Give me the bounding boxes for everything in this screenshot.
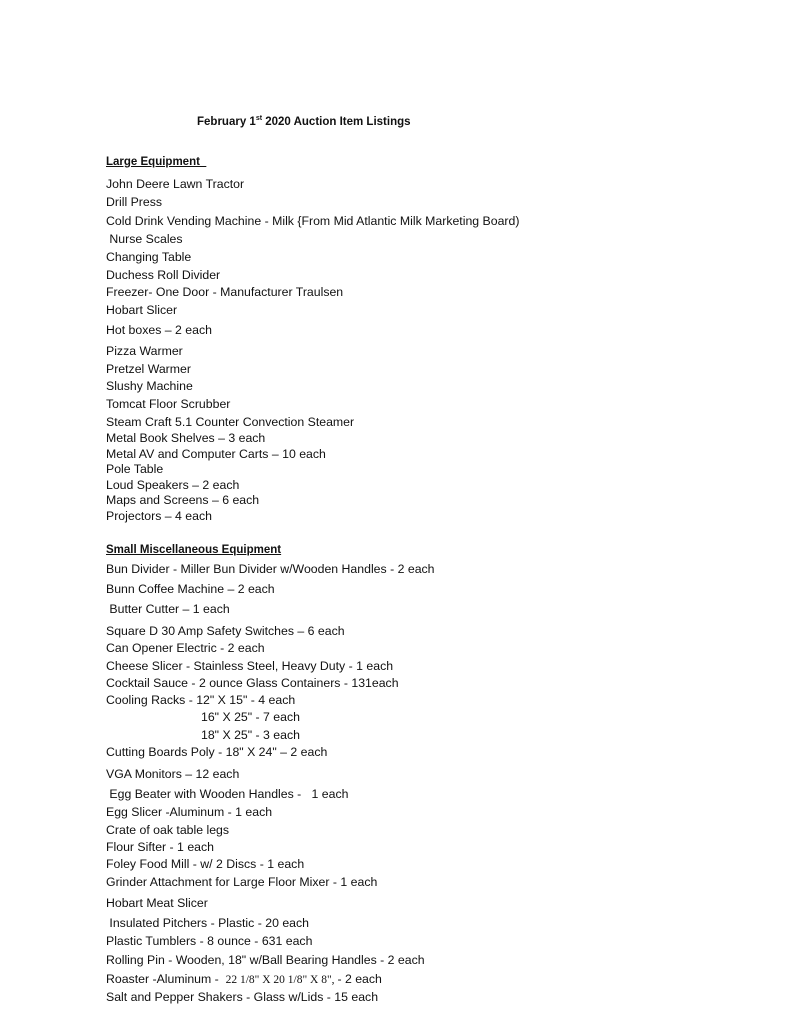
list-item: Pole Table <box>106 462 164 476</box>
list-item: Hobart Slicer <box>106 303 178 317</box>
page-title <box>197 115 411 128</box>
list-item: Pizza Warmer <box>106 344 183 358</box>
roaster-quantity: - 2 each <box>337 972 382 986</box>
list-item: Bunn Coffee Machine – 2 each <box>106 582 275 596</box>
list-item: John Deere Lawn Tractor <box>106 177 245 191</box>
list-item: Hot boxes – 2 each <box>106 323 212 337</box>
list-item: Drill Press <box>106 195 163 209</box>
list-item: Hobart Meat Slicer <box>106 896 208 910</box>
list-item-subline: 16" X 25" - 7 each <box>201 710 300 724</box>
list-item: Steam Craft 5.1 Counter Convection Steamer <box>106 415 355 429</box>
roaster-label: Roaster -Aluminum - <box>106 972 226 986</box>
list-item: Changing Table <box>106 250 192 264</box>
list-item: Egg Slicer -Aluminum - 1 each <box>106 805 273 819</box>
list-item: Nurse Scales <box>106 232 183 246</box>
list-item-roaster <box>106 972 382 987</box>
list-item: Grinder Attachment for Large Floor Mixer - 1 each <box>106 875 378 889</box>
list-item: Cocktail Sauce - 2 ounce Glass Containers - 131each <box>106 676 399 690</box>
list-item: Plastic Tumblers - 8 ounce - 631 each <box>106 934 313 948</box>
title-text: February 1 <box>197 116 256 128</box>
title-superscript: st <box>255 115 263 122</box>
list-item: Duchess Roll Divider <box>106 268 221 282</box>
list-item: Foley Food Mill - w/ 2 Discs - 1 each <box>106 857 305 871</box>
title-text-rest: 2020 Auction Item Listings <box>262 116 411 128</box>
list-item: Cutting Boards Poly - 18" X 24" – 2 each <box>106 745 328 759</box>
section-heading-large-equipment: Large Equipment <box>106 156 207 168</box>
roaster-dimensions: 22 1/8" X 20 1/8" X 8", <box>225 974 338 986</box>
list-item: Bun Divider - Miller Bun Divider w/Wooden Handles - 2 each <box>106 562 435 576</box>
list-item: Maps and Screens – 6 each <box>106 493 260 507</box>
list-item: Crate of oak table legs <box>106 823 230 837</box>
list-item: Slushy Machine <box>106 379 193 393</box>
list-item: VGA Monitors – 12 each <box>106 767 240 781</box>
list-item-subline: 18" X 25" - 3 each <box>201 728 300 742</box>
list-item: Can Opener Electric - 2 each <box>106 641 265 655</box>
list-item: Cooling Racks - 12" X 15" - 4 each <box>106 693 296 707</box>
list-item: Egg Beater with Wooden Handles - 1 each <box>106 787 349 801</box>
list-item: Metal Book Shelves – 3 each <box>106 431 266 445</box>
list-item: Pretzel Warmer <box>106 362 191 376</box>
list-item: Salt and Pepper Shakers - Glass w/Lids - 15 each <box>106 990 379 1004</box>
section-heading-small-misc-equipment: Small Miscellaneous Equipment <box>106 544 282 556</box>
list-item: Tomcat Floor Scrubber <box>106 397 231 411</box>
list-item: Square D 30 Amp Safety Switches – 6 each <box>106 624 345 638</box>
list-item: Loud Speakers – 2 each <box>106 478 240 492</box>
list-item: Freezer- One Door - Manufacturer Traulsen <box>106 285 344 299</box>
list-item: Butter Cutter – 1 each <box>106 602 230 616</box>
list-item: Flour Sifter - 1 each <box>106 840 214 854</box>
list-item: Insulated Pitchers - Plastic - 20 each <box>106 916 309 930</box>
list-item: Cold Drink Vending Machine - Milk {From Mid Atlantic Milk Marketing Board) <box>106 214 520 228</box>
list-item: Metal AV and Computer Carts – 10 each <box>106 447 326 461</box>
list-item: Projectors – 4 each <box>106 509 212 523</box>
list-item: Cheese Slicer - Stainless Steel, Heavy Duty - 1 each <box>106 659 394 673</box>
list-item: Rolling Pin - Wooden, 18" w/Ball Bearing Handles - 2 each <box>106 953 425 967</box>
